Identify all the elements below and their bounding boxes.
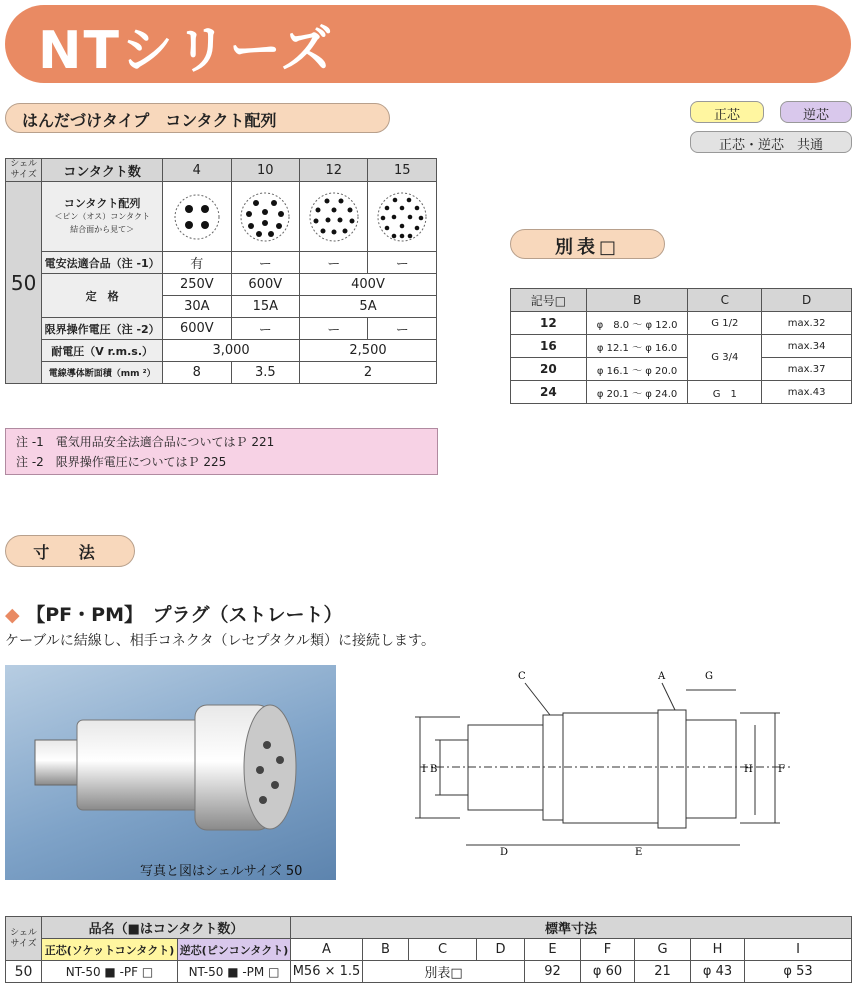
shell-size-cell: 50	[6, 182, 42, 384]
notes-box	[5, 428, 438, 475]
layout-label: コンタクト配列	[63, 197, 141, 210]
withstand-value: 2,500	[300, 340, 437, 362]
pin-diagram-15-icon	[375, 190, 429, 244]
contact-count-header: コンタクト数	[42, 159, 163, 182]
dim-label-A: A	[658, 671, 666, 682]
col-header: F	[581, 939, 635, 961]
denan-label: 電安法適合品（注 -1）	[42, 252, 163, 274]
gyakushin-part: NT-50 ■ -PM □	[178, 961, 291, 983]
dim-I: φ 53	[745, 961, 852, 983]
col-header: E	[525, 939, 581, 961]
pin-diagram-12-icon	[307, 190, 361, 244]
note-1: 注 -1 電気用品安全法適合品についてはＰ 221	[16, 435, 275, 449]
shell-value: 50	[6, 961, 42, 983]
col-header: B	[363, 939, 409, 961]
std-dim-header: 標準寸法	[291, 917, 852, 939]
beppyo-b: φ 20.1 ～ φ 24.0	[586, 381, 688, 404]
layout-sub2: 結合面から見て＞	[70, 225, 135, 234]
dim-A: M56 × 1.5	[291, 961, 363, 983]
beppyo-table	[510, 288, 852, 404]
seishin-part: NT-50 ■ -PF □	[42, 961, 178, 983]
wire-value: 8	[163, 362, 231, 384]
beppyo-d: max.43	[762, 381, 852, 404]
dim-BCD: 別表□	[363, 961, 525, 983]
beppyo-title: 別表□	[510, 229, 665, 259]
pin-layout-10	[231, 182, 299, 252]
gyakushin-header: 逆芯(ピンコンタクト)	[178, 939, 291, 961]
col-header: G	[635, 939, 691, 961]
dim-label-I: I	[422, 764, 426, 775]
col-header: D	[477, 939, 525, 961]
rating-current: 15A	[231, 296, 299, 318]
dim-G: 21	[635, 961, 691, 983]
denan-value: ー	[368, 252, 437, 274]
dim-label-D: D	[500, 847, 509, 858]
dim-label-E: E	[635, 847, 643, 858]
dim-label-F: F	[778, 764, 785, 775]
standard-dimensions-table	[5, 916, 852, 983]
beppyo-header: B	[586, 289, 688, 312]
dim-label-G: G	[705, 671, 713, 682]
beppyo-header: 記号□	[511, 289, 587, 312]
beppyo-c: G 1	[688, 381, 762, 404]
plug-heading	[5, 600, 343, 627]
beppyo-b: φ 12.1 ～ φ 16.0	[586, 335, 688, 358]
shell-size-header: シェル サイズ	[6, 917, 42, 961]
plug-outline-icon	[400, 665, 850, 865]
denan-value: 有	[163, 252, 231, 274]
limit-label: 限界操作電圧（注 -2）	[42, 318, 163, 340]
limit-value: 600V	[163, 318, 231, 340]
rating-label: 定 格	[42, 274, 163, 318]
layout-label-cell	[42, 182, 163, 252]
pin-diagram-4-icon	[172, 192, 222, 242]
legend-seishin: 正芯	[690, 101, 764, 123]
product-photo	[5, 665, 336, 880]
col-header: H	[691, 939, 745, 961]
rating-voltage: 600V	[231, 274, 299, 296]
beppyo-key: 20	[511, 358, 587, 381]
count-cell: 10	[231, 159, 299, 182]
rating-current: 5A	[300, 296, 437, 318]
rating-current: 30A	[163, 296, 231, 318]
product-name-header: 品名（■はコンタクト数）	[42, 917, 291, 939]
beppyo-header: C	[688, 289, 762, 312]
section-title-dimensions: 寸 法	[5, 535, 135, 567]
note-2: 注 -2 限界操作電圧についてはＰ 225	[16, 455, 227, 469]
denan-value: ー	[300, 252, 368, 274]
dim-label-C: C	[518, 671, 526, 682]
pin-diagram-10-icon	[238, 190, 292, 244]
dim-H: φ 43	[691, 961, 745, 983]
rating-voltage: 400V	[300, 274, 437, 296]
beppyo-header: D	[762, 289, 852, 312]
beppyo-d: max.32	[762, 312, 852, 335]
legend-common: 正芯・逆芯 共通	[690, 131, 852, 153]
shell-size-header: シェル サイズ	[6, 159, 42, 182]
dim-label-H: H	[744, 764, 753, 775]
col-header: I	[745, 939, 852, 961]
beppyo-c: G 1/2	[688, 312, 762, 335]
legend-gyakushin: 逆芯	[780, 101, 852, 123]
contact-layout-table	[5, 158, 437, 384]
wire-label: 電線導体断面積（mm ²）	[42, 362, 163, 384]
count-cell: 12	[300, 159, 368, 182]
connector-photo-icon	[5, 665, 336, 880]
pin-layout-12	[300, 182, 368, 252]
beppyo-d: max.37	[762, 358, 852, 381]
diamond-icon: ◆	[5, 604, 20, 626]
beppyo-c: G 3/4	[688, 335, 762, 381]
count-cell: 4	[163, 159, 231, 182]
limit-value: ー	[231, 318, 299, 340]
pin-layout-15	[368, 182, 437, 252]
withstand-value: 3,000	[163, 340, 300, 362]
beppyo-b: φ 16.1 ～ φ 20.0	[586, 358, 688, 381]
rating-voltage: 250V	[163, 274, 231, 296]
dim-label-B: B	[430, 764, 438, 775]
layout-sub1: ＜ピン（オス）コンタクト	[54, 212, 150, 221]
section-title-contact-layout: はんだづけタイプ コンタクト配列	[5, 103, 390, 133]
dim-E: 92	[525, 961, 581, 983]
beppyo-key: 24	[511, 381, 587, 404]
col-header: C	[409, 939, 477, 961]
beppyo-b: φ 8.0 ～ φ 12.0	[586, 312, 688, 335]
beppyo-d: max.34	[762, 335, 852, 358]
col-header: A	[291, 939, 363, 961]
dimension-drawing	[400, 665, 850, 865]
wire-value: 3.5	[231, 362, 299, 384]
page-title: NTシリーズ	[38, 21, 335, 81]
dim-F: φ 60	[581, 961, 635, 983]
wire-value: 2	[300, 362, 437, 384]
withstand-label: 耐電圧（V r.m.s.）	[42, 340, 163, 362]
limit-value: ー	[300, 318, 368, 340]
seishin-header: 正芯(ソケットコンタクト)	[42, 939, 178, 961]
photo-caption: 写真と図はシェルサイズ 50	[140, 864, 303, 879]
limit-value: ー	[368, 318, 437, 340]
beppyo-key: 16	[511, 335, 587, 358]
denan-value: ー	[231, 252, 299, 274]
plug-description: ケーブルに結線し、相手コネクタ（レセプタクル類）に接続します。	[5, 633, 435, 649]
pin-layout-4	[163, 182, 231, 252]
count-cell: 15	[368, 159, 437, 182]
plug-title: 【PF・PM】 プラグ（ストレート）	[26, 604, 343, 626]
beppyo-key: 12	[511, 312, 587, 335]
